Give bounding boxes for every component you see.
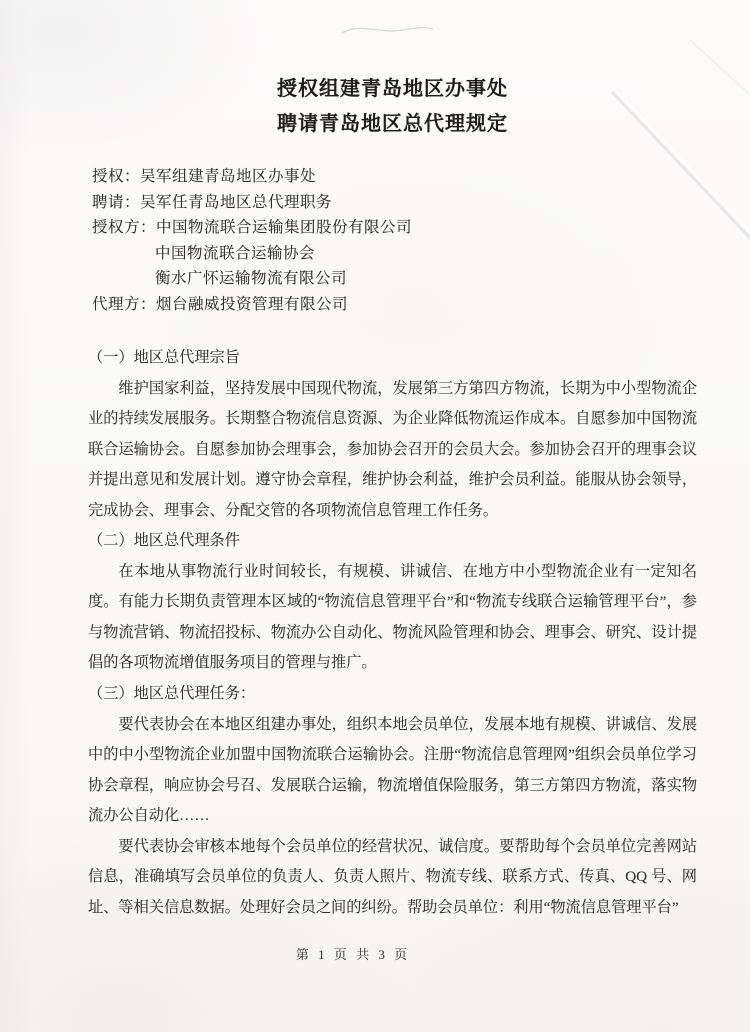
title-line-1: 授权组建青岛地区办事处 [277,78,508,100]
header-line-authorization: 授权：吴军组建青岛地区办事处 [92,168,317,185]
header-line-authorizer-2: 中国物流联合运输协会 [155,244,316,262]
section-2-paragraph: 在本地从事物流行业时间较长，有规模、讲诚信、在地方中小型物流企业有一定知名度。有能力长期负责管理本区域的“物流信息管理平台”和“物流专线联合运输管理平台”，参与物流营销、物流招投标、物流办公自动化、物流风险管理和协会、理事会、研究、设计提倡的各项物流增值服务项目的管理与推广。 [88,562,697,672]
header-line-authorizer-1: 授权方：中国物流联合运输集团股份有限公司 [92,219,413,237]
title-line-2: 聘请青岛地区总代理规定 [277,113,508,135]
fold-crease-corner [690,40,750,95]
header-line-authorizer-3: 衡水广怀运输物流有限公司 [155,270,348,288]
document-title [88,72,697,142]
section-1-paragraph: 维护国家利益，坚持发展中国现代物流，发展第三方第四方物流，长期为中小型物流企业的持续发展服务。长期整合物流信息资源、为企业降低物流运作成本。自愿参加中国物流联合运输协会。自愿参加协会理事会，参加协会召开的会员大会。参加协会召开的理事会议并提出意见和发展计划。遵守协会章程，维护协会利益，维护会员利益。能服从协会领导，完成协会、理事会、分配交管的各项物流信息管理工作任务。 [88,379,697,519]
authorization-header [92,164,692,318]
page-number: 第 1 页 共 3 页 [295,947,411,962]
section-1-heading: （一）地区总代理宗旨 [88,349,240,366]
header-line-appointment: 聘请：吴军任青岛地区总代理职务 [92,193,333,211]
section-3-paragraph-2: 要代表协会审核本地每个会员单位的经营状况、诚信度。要帮助每个会员单位完善网站信息，准确填写会员单位的负责人、负责人照片、物流专线、联系方式、传真、QQ 号、网址、等相关信息数据。处理好会员之间的纠纷。帮助会员单位：利用“物流信息管理平台” [88,837,697,916]
pencil-crease-top-center [342,28,433,33]
header-line-agent: 代理方：烟台融威投资管理有限公司 [92,295,349,313]
section-2-heading: （二）地区总代理条件 [88,532,240,550]
section-3-heading: （三）地区总代理任务： [88,685,256,703]
document-body [88,343,697,923]
section-3-paragraph-1: 要代表协会在本地区组建办事处，组织本地会员单位，发展本地有规模、讲诚信、发展中的中小型物流企业加盟中国物流联合运输协会。注册“物流信息管理网”组织会员单位学习协会章程，响应协会号召、发展联合运输，物流增值保险服务，第三方第四方物流，落实物流办公自动化…… [88,715,697,825]
